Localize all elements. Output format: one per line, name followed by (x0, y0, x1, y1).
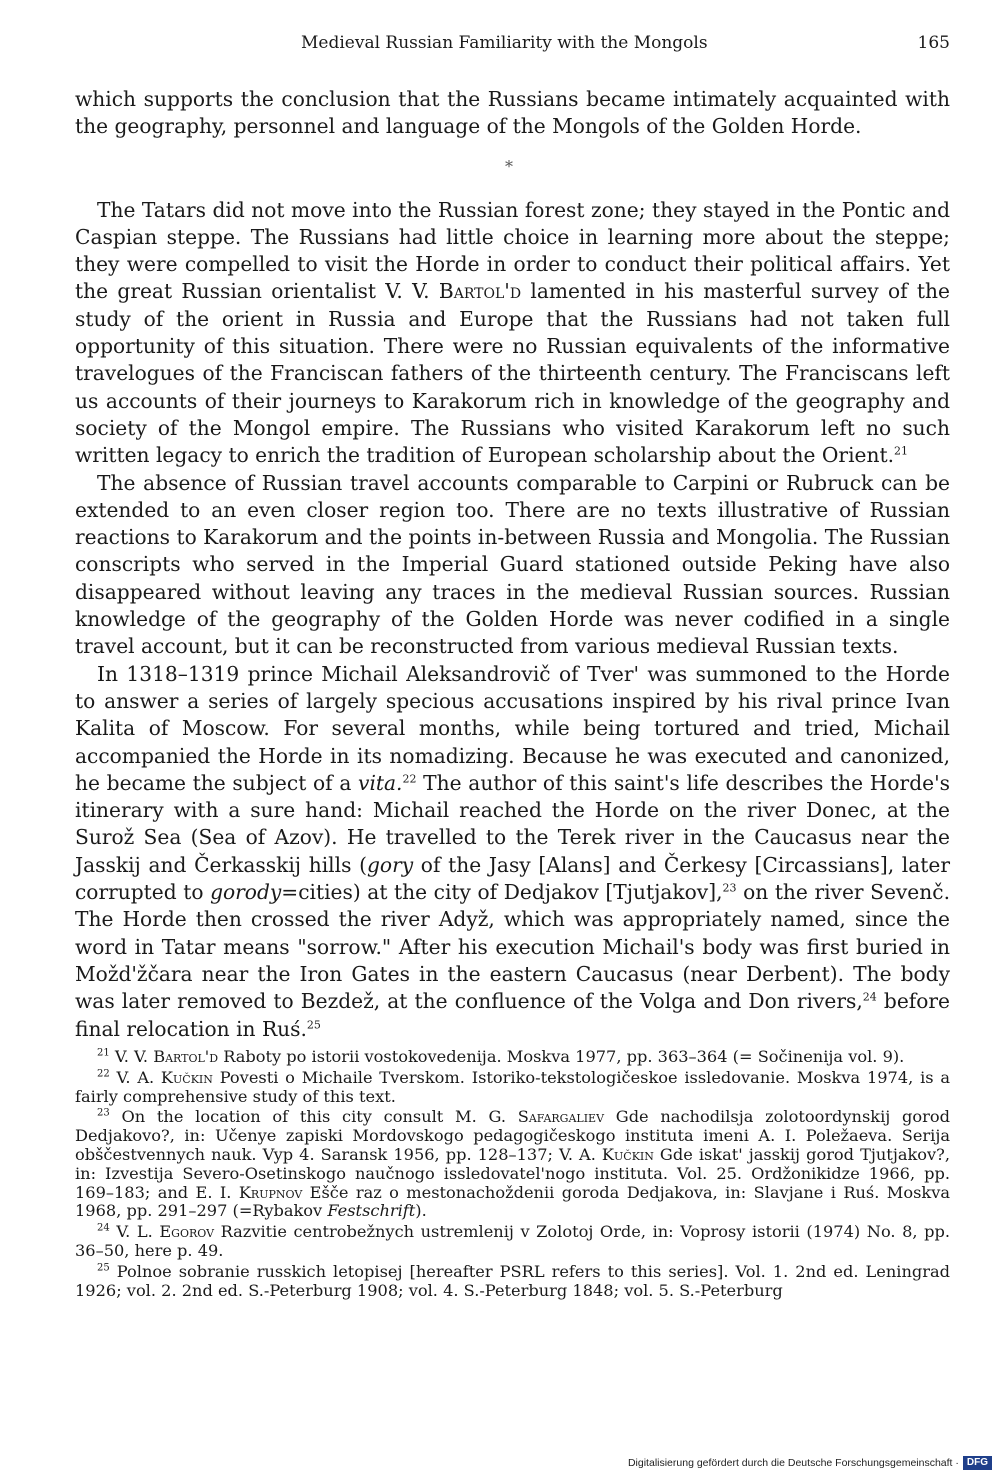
page-number: 165 (917, 33, 950, 53)
footnote-21: $^{21}$ V. V. Bartol'd Raboty po istorii vostokovedenija. Moskva 1977, pp. 363–364 (= Sočinenija vol. 9). (97, 1047, 905, 1066)
footnote-24: $^{24}$ V. L. Egorov Razvitie centrobežnych ustremlenij v Zolotoj Orde, in: Voprosy istorii (1974) No. 8, pp. 36–50, here p. 49. (75, 1222, 950, 1260)
footnote-ref: 25 (306, 1017, 321, 1031)
asterisk-ornament: * (505, 156, 513, 176)
footnote-ref: 24 (862, 990, 877, 1004)
credit-text: Digitalisierung gefördert durch die Deutsche Forschungsgemeinschaft · (627, 1457, 959, 1469)
running-head (75, 28, 950, 58)
footnote-ref: 22 (402, 772, 417, 786)
paragraph-tatars: The Tatars did not move into the Russian forest zone; they stayed in the Pontic and Caspian steppe. The Russians had little choice in learning more about the steppe; they were compelled to visit the Horde in order to conduct their political affairs. Yet the great Russian orientalist V. V. Bartol'd lamented in his masterful survey of the study of the orient in Russia and Europe that the Russians had not taken full opportunity of this situation. There were no Russian equivalents of the informative travelogues of the Franciscan fathers of the thirteenth century. The Franciscans left us accounts of their journeys to Karakorum rich in knowledge of the geography and society of the Mongol empire. The Russians who visited Karakorum left no such written legacy to enrich the tradition of European scholarship about the Orient.$^{21}$ (75, 197, 950, 468)
footnote-ref: 21 (894, 444, 909, 458)
running-title: Medieval Russian Familiarity with the Mongols (301, 33, 708, 53)
paragraph-michail: In 1318–1319 prince Michail Aleksandrovič of Tver' was summoned to the Horde to answer a series of largely specious accusations inspired by his rival prince Ivan Kalita of Moscow. For several months, while being tortured and tried, Michail accompanied the Horde in its nomadizing. Because he was executed and canonized, he became the subject of a vita.$^{22}$ The author of this saint's life describes the Horde's itinerary with a sure hand: Michail reached the Horde on the river Donec, at the Surož Sea (Sea of Azov). He travelled to the Terek river in the Caucasus near the Jasskij and Čerkasskij hills (gory of the Jasy [Alans] and Čerkesy [Circassians], later corrupted to gorody=cities) at the city of Dedjakov [Tjutjakov],$^{23}$ on the river Sevenč. The Horde then crossed the river Adyž, which was appropriately named, since the word in Tatar means "sorrow." After his execution Michail's body was first buried in Možd'žčara near the Iron Gates in the eastern Caucasus (near Derbent). The body was later removed to Bezdež, at the confluence of the Volga and Don rivers,$^{24}$ before final relocation in Ruś.$^{25}$ (75, 661, 950, 1041)
footnotes (75, 1048, 950, 1302)
body-text (75, 86, 950, 1043)
footnote-22: $^{22}$ V. A. Kučkin Povesti o Michaile Tverskom. Istoriko-tekstologičeskoe issledovanie. Moskva 1974, is a fairly comprehensive study of this text. (75, 1067, 950, 1106)
author-name: Bartol'd (438, 279, 522, 304)
dfg-logo-icon: DFG (963, 1456, 992, 1470)
footnote-ref: 23 (722, 881, 737, 895)
paragraph-absence: The absence of Russian travel accounts comparable to Carpini or Rubruck can be extended to an even closer region too. There are no texts illustrative of Russian reactions to Karakorum and the points in-between Russia and Mongolia. The Russian conscripts who served in the Imperial Guard stationed outside Peking have also disappeared without leaving any traces in the medieval Russian sources. Russian knowledge of the geography of the Golden Horde was never codified in a single travel account, but it can be reconstructed from various medieval Russian texts. (75, 470, 950, 659)
paragraph-continuation: which supports the conclusion that the Russians became intimately acquainted with the geography, personnel and language of the Mongols of the Golden Horde. (75, 87, 950, 139)
document-page (75, 0, 950, 1478)
digitization-credit (628, 1454, 992, 1472)
section-separator (75, 141, 950, 197)
footnote-23: $^{23}$ On the location of this city consult M. G. Safargaliev Gde nachodilsja zolotoordynskij gorod Dedjakovo?, in: Učenye zapiski Mordovskogo pedagogičeskogo instituta imeni A. I. Poležaeva. Serija obščestvennych nauk. Vyp 4. Saransk 1956, pp. 128–137; V. A. Kučkin Gde iskat' jasskij gorod Tjutjakov?, in: Izvestija Severo-Osetinskogo naučnogo issledovatel'nogo instituta. Vol. 25. Ordžonikidze 1966, pp. 169–183; and E. I. Krupnov Ešče raz o mestonachoždenii goroda Dedjakova, in: Slavjane i Ruś. Moskva 1968, pp. 291–297 (=Rybakov Festschrift). (75, 1107, 951, 1221)
footnote-25: $^{25}$ Polnoe sobranie russkich letopisej [hereafter PSRL refers to this series]. Vol. 1. 2nd ed. Leningrad 1926; vol. 2. 2nd ed. S.-Peterburg 1908; vol. 4. S.-Peterburg 1848; vol. 5. S.-Peterburg (75, 1261, 950, 1300)
